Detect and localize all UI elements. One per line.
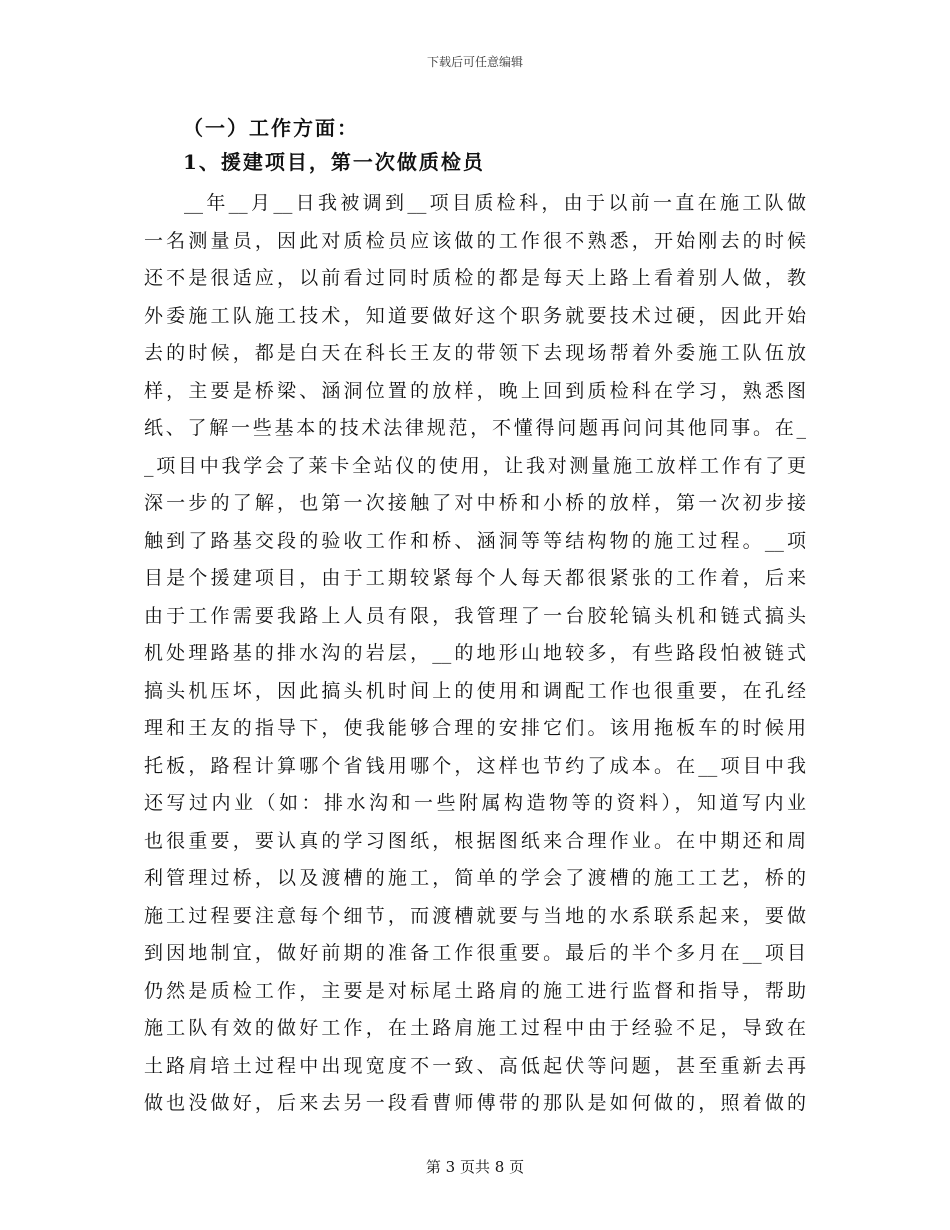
paragraph-line: 也很重要，要认真的学习图纸，根据图纸来合理作业。在中期还和周 [144,829,806,852]
paragraph-line: 去的时候，都是白天在科长王友的带领下去现场帮着外委施工队伍放 [144,342,806,364]
paragraph-line: 施工过程要注意每个细节，而渡槽就要与当地的水系联系起来，要做 [144,904,806,927]
paragraph-line: 深一步的了解，也第一次接触了对中桥和小桥的放样，第一次初步接 [144,492,806,514]
paragraph-line: 触到了路基交段的验收工作和桥、涵洞等等结构物的施工过程。__项 [144,529,806,552]
paragraph-line: 外委施工队施工技术，知道要做好这个职务就要技术过硬，因此开始 [144,304,806,327]
paragraph-line: 纸、了解一些基本的技术法律规范，不懂得问题再问问其他同事。在_ [144,417,806,439]
body-paragraph [144,185,806,1123]
paragraph-line: 仍然是质检工作，主要是对标尾土路肩的施工进行监督和指导，帮助 [144,979,806,1002]
paragraph-line: 到因地制宜，做好前期的准备工作很重要。最后的半个多月在__项目 [144,942,806,964]
paragraph-line: 施工队有效的做好工作，在土路肩施工过程中由于经验不足，导致在 [144,1017,806,1039]
paragraph-line: 搞头机压坏，因此搞头机时间上的使用和调配工作也很重要，在孔经 [144,679,806,702]
paragraph-line: 还不是很适应，以前看过同时质检的都是每天上路上看着别人做，教 [144,267,806,289]
paragraph-line: _项目中我学会了莱卡全站仪的使用，让我对测量施工放样工作有了更 [144,454,806,477]
section-heading: （一）工作方面： [183,116,359,140]
paragraph-line: 托板，路程计算哪个省钱用哪个，这样也节约了成本。在__项目中我 [144,754,806,777]
section-subheading: 1、援建项目，第一次做质检员 [183,150,485,174]
paragraph-line: __年__月__日我被调到__项目质检科，由于以前一直在施工队做 [184,192,806,214]
paragraph-line: 由于工作需要我路上人员有限，我管理了一台胶轮镐头机和链式搞头 [144,604,806,627]
paragraph-line: 还写过内业（如：排水沟和一些附属构造物等的资料），知道写内业 [144,792,806,814]
paragraph-line: 利管理过桥，以及渡槽的施工，简单的学会了渡槽的施工工艺，桥的 [144,867,806,889]
paragraph-line: 目是个援建项目，由于工期较紧每个人每天都很紧张的工作着，后来 [144,567,806,589]
paragraph-line: 理和王友的指导下，使我能够合理的安排它们。该用拖板车的时候用 [144,717,806,739]
paragraph-line: 土路肩培土过程中出现宽度不一致、高低起伏等问题，甚至重新去再 [144,1054,806,1077]
page-footer: 第 3 页共 8 页 [425,1158,525,1176]
paragraph-line: 做也没做好，后来去另一段看曹师傅带的那队是如何做的，照着做的 [144,1092,806,1114]
paragraph-line: 样，主要是桥梁、涵洞位置的放样，晚上回到质检科在学习，熟悉图 [144,379,806,402]
page-header: 下载后可任意编辑 [426,55,523,69]
paragraph-line: 机处理路基的排水沟的岩层，__的地形山地较多，有些路段怕被链式 [144,642,806,664]
paragraph-line: 一名测量员，因此对质检员应该做的工作很不熟悉，开始刚去的时候 [144,229,806,252]
